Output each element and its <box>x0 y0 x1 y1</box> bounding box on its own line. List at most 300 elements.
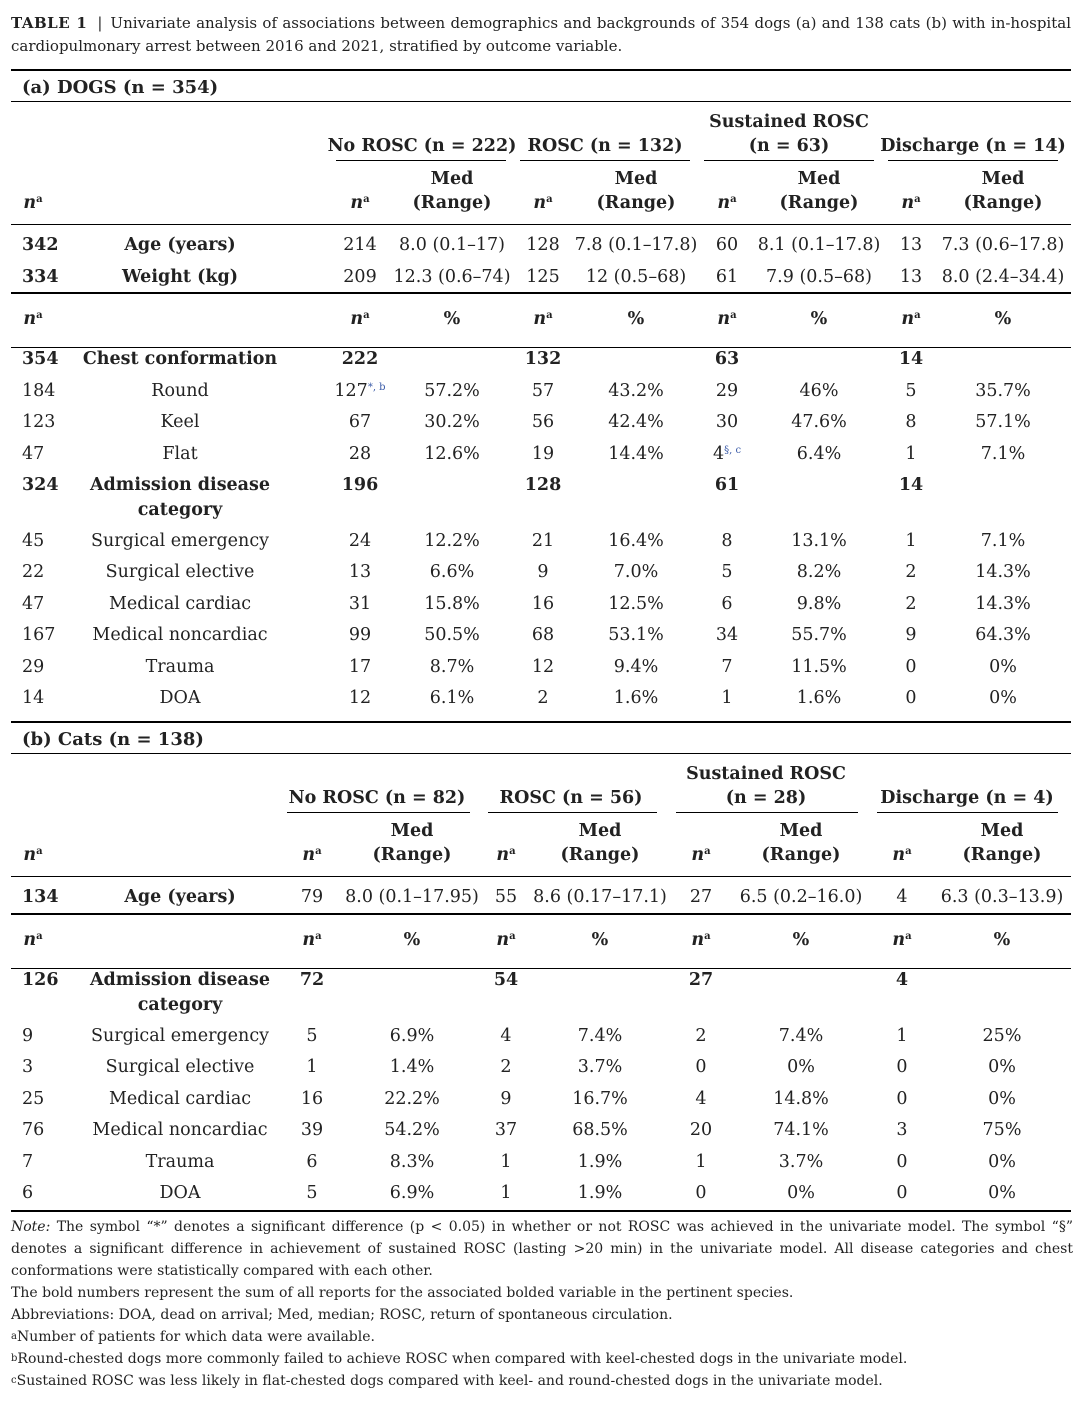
cell-percent-text: 15.8% <box>424 593 480 614</box>
cell-n <box>532 656 554 678</box>
n-letter: n <box>901 193 915 213</box>
group-n-header <box>533 192 552 214</box>
cell-percent-text: 42.4% <box>608 412 664 432</box>
cell-percent-text: 0% <box>989 688 1017 708</box>
footnote-b-mark: b <box>11 1353 18 1364</box>
range-header <box>762 844 841 866</box>
cell-median-range <box>740 886 863 908</box>
cell-percent <box>578 1056 622 1078</box>
range-header <box>963 844 1042 866</box>
median-header <box>615 168 658 190</box>
percent-header <box>628 308 645 330</box>
n-letter: n <box>717 309 731 329</box>
cell-percent-text: 54.2% <box>384 1120 440 1140</box>
cell-n <box>306 1151 317 1173</box>
cell-percent <box>797 443 841 465</box>
row-total-text: 25 <box>22 1088 45 1109</box>
n-sup: a <box>704 846 711 857</box>
cell-percent <box>578 1151 622 1173</box>
cell-n <box>695 1088 706 1110</box>
cell-n-text: 3 <box>896 1120 908 1140</box>
percent-header <box>995 308 1012 330</box>
row-label <box>122 266 238 288</box>
cell-n <box>306 1056 317 1078</box>
cell-n-text: 2 <box>537 688 549 708</box>
range-header <box>413 192 492 214</box>
cell-n-text: 21 <box>531 530 555 551</box>
row-total <box>22 561 44 583</box>
row-total <box>22 380 55 402</box>
median-header <box>431 168 474 190</box>
cell-percent <box>975 380 1031 402</box>
cell-percent-text: 14.8% <box>773 1088 829 1109</box>
cell-percent <box>797 561 841 583</box>
group-header-sustained <box>709 111 869 133</box>
cell-n-text: 16 <box>300 1088 324 1109</box>
cell-n-text: 0 <box>896 1183 908 1203</box>
cell-n-text: 0 <box>905 656 917 677</box>
cell-n-text: 13 <box>899 266 923 287</box>
cell-n-text: 0 <box>695 1183 707 1203</box>
cell-median-range <box>758 234 881 256</box>
cell-n-text: 37 <box>494 1120 518 1140</box>
row-label <box>161 411 200 433</box>
row-total <box>22 593 44 615</box>
cell-n <box>500 1182 511 1204</box>
cell-n-text: 4 <box>896 887 908 907</box>
n-letter: n <box>302 845 316 865</box>
group-header-sustained-rosc <box>726 787 807 809</box>
block-total-text: 324 <box>22 475 59 495</box>
row-total <box>22 443 44 465</box>
cell-n <box>905 656 916 678</box>
cell-percent <box>787 1056 815 1078</box>
block-count-text: 132 <box>524 349 562 369</box>
note-paragraph <box>11 1216 1073 1282</box>
cell-n-text: 6 <box>306 1151 318 1172</box>
cell-n-text: 12 <box>531 656 555 677</box>
cell-percent-text: 53.1% <box>608 625 664 645</box>
cell-percent-text: 11.5% <box>791 656 847 677</box>
cell-percent <box>572 1119 628 1141</box>
cell-n-text: 2 <box>905 593 917 614</box>
cell-percent <box>430 561 474 583</box>
cell-percent <box>424 443 480 465</box>
block-count-text: 72 <box>299 970 325 990</box>
row-label <box>151 380 208 402</box>
block-count <box>899 474 923 496</box>
block-label <box>90 969 270 991</box>
block-total-text: 354 <box>22 349 59 369</box>
row-label-text: Round <box>151 380 209 401</box>
range-header-text: (Range) <box>779 193 859 213</box>
row-label <box>146 1151 215 1173</box>
group-n-header <box>892 844 911 866</box>
group-rule <box>336 160 506 161</box>
group-header-discharge-text: Discharge (n = 14) <box>880 136 1066 156</box>
cell-median-range-text: 12 (0.5–68) <box>585 266 687 287</box>
cell-n-text: 12 <box>348 688 372 708</box>
cell-n-text: 24 <box>348 530 372 551</box>
cell-n <box>716 411 738 433</box>
cell-n-text: 4 <box>695 1088 707 1109</box>
cell-n <box>900 234 922 256</box>
cell-percent <box>608 411 664 433</box>
cell-percent <box>988 1088 1016 1110</box>
cell-percent <box>975 624 1031 646</box>
cell-n <box>721 656 732 678</box>
group-header-no-rosc <box>289 787 466 809</box>
row-total-text: 47 <box>22 593 45 614</box>
group-n-header <box>717 192 736 214</box>
cell-n <box>695 1056 706 1078</box>
cell-n <box>721 593 732 615</box>
block-label-text: category <box>137 995 223 1015</box>
group-header-rosc <box>527 135 682 157</box>
cell-n-text: 29 <box>715 380 739 401</box>
cell-median-range-text: 7.8 (0.1–17.8) <box>574 235 698 255</box>
row-label <box>91 1025 269 1047</box>
cell-percent-text: 0% <box>989 656 1017 677</box>
cell-n <box>900 266 922 288</box>
rule-line <box>11 721 1071 723</box>
range-header-text: (Range) <box>412 193 492 213</box>
total-n-header <box>23 192 42 214</box>
group-rule <box>520 160 690 161</box>
group-header-discharge <box>880 787 1053 809</box>
cell-percent-text: 74.1% <box>773 1120 829 1140</box>
row-total <box>22 411 55 433</box>
block-count <box>342 348 379 370</box>
cell-median-range <box>942 234 1065 256</box>
cell-n-text: 125 <box>526 266 560 287</box>
cell-percent <box>797 687 841 709</box>
row-label-text: Flat <box>162 443 198 464</box>
row-total-text: 29 <box>22 656 45 677</box>
cell-percent-text: 43.2% <box>608 380 664 401</box>
block-count <box>715 348 739 370</box>
group-n-header <box>717 308 736 330</box>
median-header-text: Med <box>614 169 658 189</box>
row-label <box>109 593 251 615</box>
cell-n <box>500 1088 511 1110</box>
row-label-text: Weight (kg) <box>121 266 239 287</box>
cell-n-text: 6 <box>721 593 733 614</box>
cell-n <box>349 593 371 615</box>
cell-n-text: 60 <box>715 235 739 255</box>
cell-n-text: 16 <box>531 593 555 614</box>
cell-percent-text: 9.8% <box>796 593 842 614</box>
n-letter: n <box>23 845 37 865</box>
cell-n <box>532 443 554 465</box>
percent-header <box>444 308 461 330</box>
cell-percent-text: 6.1% <box>429 688 475 708</box>
block-total-text: 126 <box>22 970 59 990</box>
cell-percent <box>797 593 841 615</box>
cell-n <box>896 1151 907 1173</box>
cell-percent <box>988 1182 1016 1204</box>
cell-percent-text: 1.6% <box>613 688 659 708</box>
cell-percent <box>779 1151 823 1173</box>
cell-n <box>721 561 732 583</box>
group-header-sustained-rosc-text: (n = 63) <box>748 136 830 156</box>
cell-percent <box>975 593 1031 615</box>
cell-percent-text: 0% <box>988 1151 1016 1172</box>
cell-percent <box>981 443 1025 465</box>
row-total <box>22 1025 33 1047</box>
cell-n-text: 39 <box>300 1120 324 1140</box>
range-header <box>780 192 859 214</box>
row-label-text: Medical noncardiac <box>92 625 268 645</box>
cell-percent-text: 1.9% <box>577 1151 623 1172</box>
cell-n <box>896 1088 907 1110</box>
cell-percent-text: 7.1% <box>980 443 1026 464</box>
n-letter: n <box>23 930 37 950</box>
row-total-text: 45 <box>22 530 45 551</box>
range-header-text: (Range) <box>963 193 1043 213</box>
cell-median-range-text: 6.5 (0.2–16.0) <box>739 887 863 907</box>
cell-percent <box>614 561 658 583</box>
group-n-header <box>691 929 710 951</box>
cell-n <box>905 411 916 433</box>
total-n-header <box>23 308 42 330</box>
row-total <box>22 266 59 288</box>
cell-percent <box>981 530 1025 552</box>
rule-line <box>11 292 1071 294</box>
cell-n <box>349 656 371 678</box>
group-n-header <box>496 929 515 951</box>
cell-n <box>349 443 371 465</box>
cats-section-title: (b) Cats (n = 138) <box>22 729 204 750</box>
cell-n <box>896 1025 907 1047</box>
cell-median-range <box>575 234 698 256</box>
n-sup: a <box>315 931 322 942</box>
row-total <box>22 624 55 646</box>
cell-n-text: 0 <box>896 1151 908 1172</box>
n-sup: a <box>905 931 912 942</box>
table-caption <box>11 12 1071 58</box>
cell-percent <box>578 1025 622 1047</box>
cell-n-text: 127 <box>334 380 368 401</box>
row-total <box>22 1056 33 1078</box>
n-sup: a <box>36 931 43 942</box>
block-label <box>90 474 270 496</box>
cell-median-range <box>586 266 686 288</box>
cell-percent-text: 0% <box>787 1183 815 1203</box>
cell-n-text: 61 <box>715 266 739 287</box>
cell-percent-text: 12.2% <box>424 530 480 551</box>
n-letter: n <box>533 309 547 329</box>
cell-n-text: 0 <box>896 1057 908 1077</box>
row-total-text: 334 <box>22 266 59 287</box>
median-header-text: Med <box>779 821 823 841</box>
cell-n-text: 209 <box>343 266 377 287</box>
cell-median-range-text: 8.6 (0.17–17.1) <box>533 887 667 907</box>
row-total <box>22 1182 33 1204</box>
cell-n-text: 68 <box>531 625 555 645</box>
cell-percent-text: 50.5% <box>424 625 480 645</box>
group-n-header <box>302 929 321 951</box>
cell-percent <box>791 411 847 433</box>
cell-median-range <box>766 266 872 288</box>
cell-n-text: 0 <box>896 1088 908 1109</box>
cell-percent <box>608 530 664 552</box>
cell-percent-text: 57.2% <box>424 380 480 401</box>
table-notes <box>11 1216 1073 1392</box>
median-header <box>981 820 1024 842</box>
cell-n-text: 9 <box>500 1088 512 1109</box>
cell-n-text: 27 <box>689 887 713 907</box>
rule-line <box>11 69 1071 71</box>
cell-n <box>905 561 916 583</box>
n-sup: a <box>546 310 553 321</box>
cell-n-text: 5 <box>306 1025 318 1046</box>
range-header-text: (Range) <box>596 193 676 213</box>
cell-percent-text: 3.7% <box>778 1151 824 1172</box>
cell-percent <box>390 1151 434 1173</box>
block-count <box>525 474 562 496</box>
block-count <box>689 969 713 991</box>
cell-n <box>500 1056 511 1078</box>
cell-n-text: 2 <box>905 562 917 582</box>
cell-n <box>905 380 916 402</box>
n-letter: n <box>717 193 731 213</box>
row-label-text: DOA <box>159 688 201 708</box>
n-sup: a <box>363 310 370 321</box>
cell-n-text: 9 <box>905 625 917 645</box>
cell-percent <box>424 624 480 646</box>
cell-percent-text: 0% <box>787 1057 815 1077</box>
block-total <box>22 474 59 496</box>
block-count <box>899 348 923 370</box>
percent-header <box>793 929 810 951</box>
cell-median-range-text: 12.3 (0.6–74) <box>393 266 511 287</box>
cell-n <box>500 1151 511 1173</box>
caption-text: Univariate analysis of associations between demographics and backgrounds of 354 dogs (a) and 138 cats (b) with in-hospital cardiopulmonary arrest between 2016 and 2021, stratified by outcome variable. <box>11 14 1071 55</box>
percent-header-text: % <box>994 309 1012 329</box>
cell-n-text: 0 <box>695 1057 707 1077</box>
footnote-b <box>11 1348 1073 1370</box>
cell-median-range-text: 7.3 (0.6–17.8) <box>941 235 1065 255</box>
cell-n <box>716 266 738 288</box>
median-header <box>798 168 841 190</box>
cell-n-text: 4 <box>712 443 725 464</box>
n-letter: n <box>23 193 37 213</box>
n-sup: a <box>509 931 516 942</box>
row-label <box>92 624 267 646</box>
cell-median-range-text: 8.0 (2.4–34.4) <box>941 266 1065 287</box>
footnote-c <box>11 1370 1073 1392</box>
group-rule <box>488 812 657 813</box>
cell-n-text: 57 <box>531 380 555 401</box>
cell-percent-text: 6.4% <box>796 443 842 464</box>
group-n-header <box>901 308 920 330</box>
cell-n <box>695 1151 706 1173</box>
cell-n-text: 1 <box>896 1025 908 1046</box>
total-n-header <box>23 844 42 866</box>
cell-percent <box>975 411 1031 433</box>
cell-n-text: 31 <box>348 593 372 614</box>
cell-percent <box>424 411 480 433</box>
median-header <box>780 820 823 842</box>
cell-n <box>349 530 371 552</box>
block-count-text: 4 <box>895 970 909 990</box>
n-letter: n <box>302 930 316 950</box>
cell-median-range <box>345 886 479 908</box>
cell-percent-text: 55.7% <box>791 625 847 645</box>
cell-n-text: 19 <box>531 443 555 464</box>
median-header-text: Med <box>430 169 474 189</box>
cell-percent-text: 12.6% <box>424 443 480 464</box>
cell-percent-text: 14.3% <box>975 562 1031 582</box>
cell-median-range-text: 8.0 (0.1–17.95) <box>345 887 479 907</box>
cell-percent <box>424 530 480 552</box>
group-n-header <box>901 192 920 214</box>
n-letter: n <box>496 845 510 865</box>
cell-n-text: 17 <box>348 656 372 677</box>
cell-percent-text: 1.4% <box>389 1057 435 1077</box>
cell-n-text: 214 <box>343 235 377 255</box>
cell-n <box>721 687 732 709</box>
row-total-text: 47 <box>22 443 45 464</box>
cell-n <box>537 687 548 709</box>
percent-header <box>404 929 421 951</box>
row-total-text: 134 <box>22 887 59 907</box>
cell-percent <box>983 1119 1022 1141</box>
cell-n <box>349 687 371 709</box>
row-label-text: Medical cardiac <box>108 1088 252 1109</box>
cell-n-text: 99 <box>348 625 372 645</box>
group-header-sustained <box>686 763 846 785</box>
group-n-header <box>533 308 552 330</box>
n-sup: a <box>730 310 737 321</box>
cell-percent-text: 6.9% <box>389 1183 435 1203</box>
percent-header-text: % <box>993 930 1011 950</box>
percent-header-text: % <box>627 309 645 329</box>
cell-percent-text: 7.0% <box>613 562 659 582</box>
cell-n-text: 0 <box>905 688 917 708</box>
cell-percent <box>578 1182 622 1204</box>
cell-percent-text: 6.9% <box>389 1025 435 1046</box>
group-n-header <box>496 844 515 866</box>
cell-n <box>526 234 559 256</box>
cell-percent <box>390 1182 434 1204</box>
footnote-a-text: Number of patients for which data were available. <box>16 1329 375 1345</box>
row-total-text: 14 <box>22 688 45 708</box>
cell-n <box>690 1119 712 1141</box>
percent-header-text: % <box>810 309 828 329</box>
group-header-no-rosc <box>328 135 517 157</box>
cell-n-text: 1 <box>721 688 733 708</box>
cell-percent-text: 35.7% <box>975 380 1031 401</box>
cell-n-text: 8 <box>905 412 917 432</box>
n-sup: a <box>36 846 43 857</box>
cell-percent <box>572 1088 628 1110</box>
cell-n-text: 79 <box>300 887 324 907</box>
cell-percent-text: 7.4% <box>577 1025 623 1046</box>
cell-percent <box>608 593 664 615</box>
block-count-text: 222 <box>341 349 379 369</box>
group-header-sustained-text: Sustained ROSC <box>709 112 869 132</box>
cell-percent <box>800 380 839 402</box>
cell-n-text: 5 <box>721 562 733 582</box>
block-total <box>22 969 59 991</box>
cell-percent <box>989 687 1017 709</box>
n-letter: n <box>892 845 906 865</box>
block-count <box>300 969 324 991</box>
cell-n <box>532 530 554 552</box>
median-header-text: Med <box>797 169 841 189</box>
